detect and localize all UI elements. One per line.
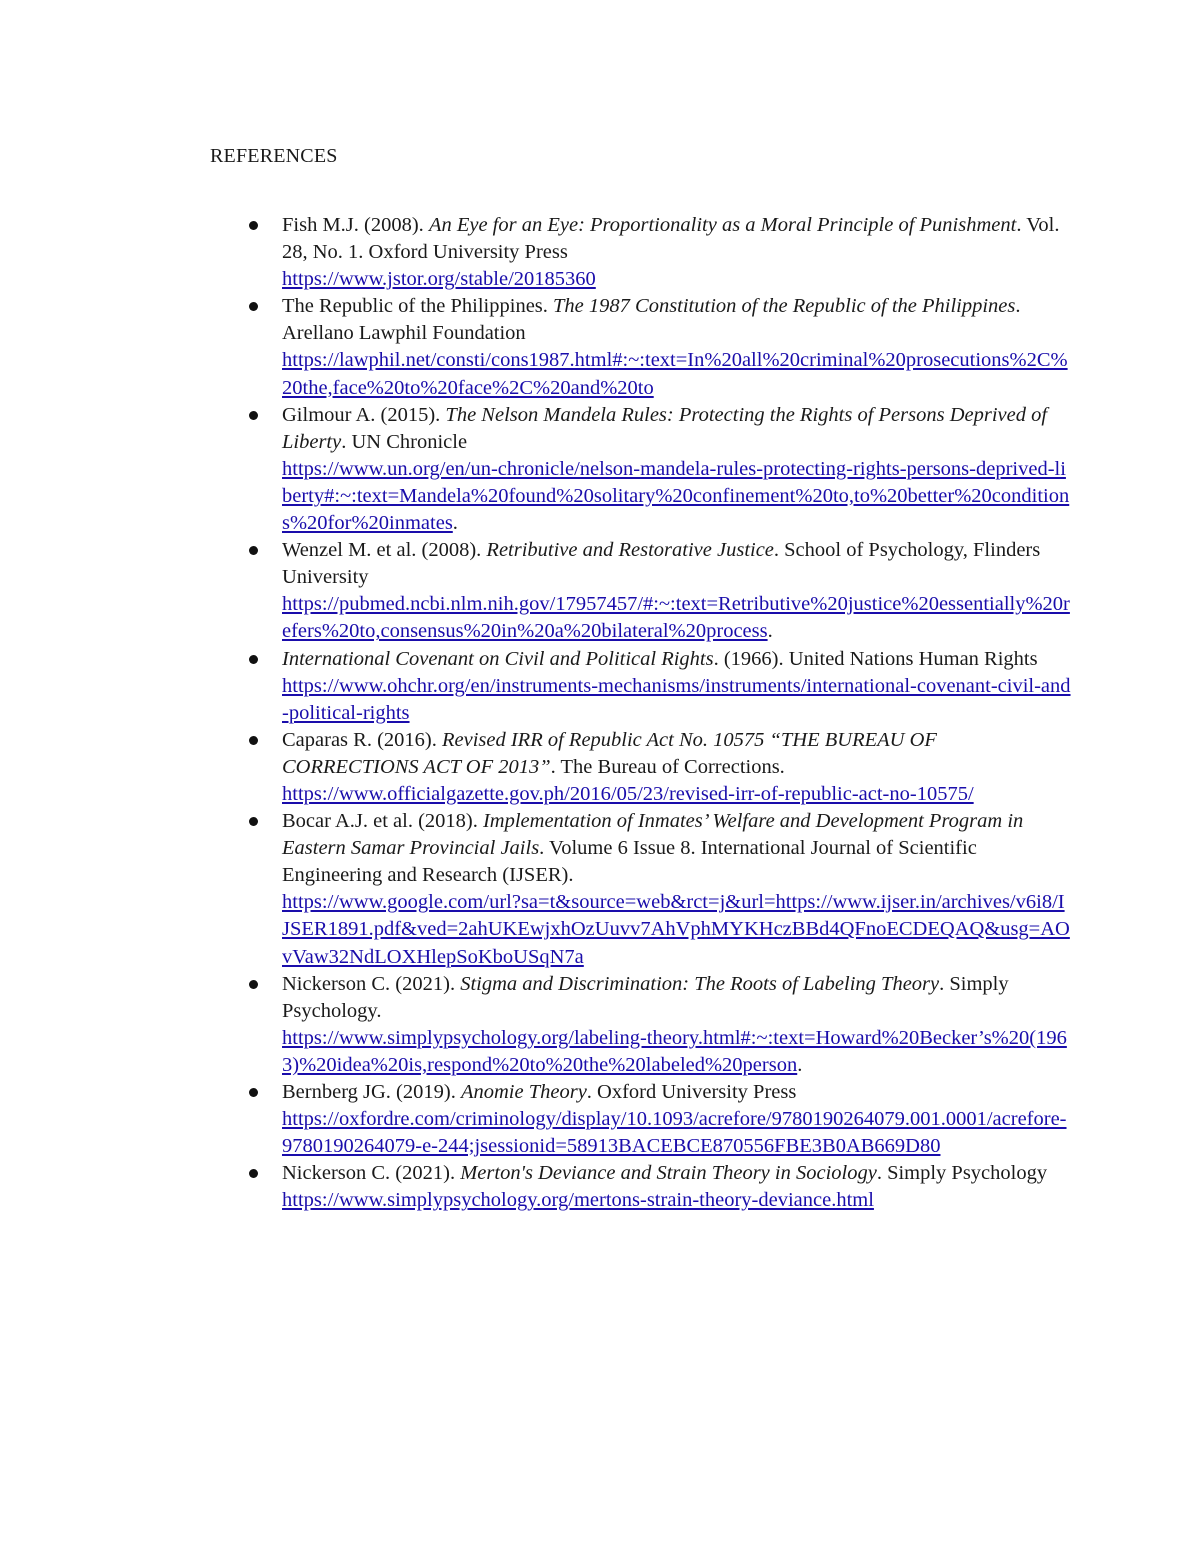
reference-link[interactable]: https://www.ohchr.org/en/instruments-mechanisms/instruments/international-covenant-civil-and-political-rights (282, 674, 1071, 724)
reference-link[interactable]: https://pubmed.ncbi.nlm.nih.gov/17957457/#:~:text=Retributive%20justice%20essentially%20refers%20to,consensus%20in%20a%20bilateral%20process (282, 593, 1070, 643)
bullet-icon (249, 1169, 258, 1178)
reference-link[interactable]: https://www.jstor.org/stable/20185360 (282, 268, 596, 291)
bullet-icon (249, 1088, 258, 1097)
reference-source: . Simply Psychology. (282, 972, 1009, 1022)
reference-title: The 1987 Constitution of the Republic of the Philippines (553, 295, 1016, 318)
reference-title: Retributive and Restorative Justice (486, 539, 774, 562)
reference-title: An Eye for an Eye: Proportionality as a Moral Principle of Punishment (428, 214, 1017, 236)
reference-item (282, 212, 1072, 293)
bullet-icon (249, 546, 258, 555)
reference-authors: The Republic of the Philippines. (282, 295, 554, 318)
reference-link-suffix: . (797, 1053, 803, 1076)
bullet-icon (249, 655, 258, 664)
reference-source: . Simply Psychology (876, 1162, 1048, 1185)
reference-item (282, 808, 1072, 971)
reference-authors: Gilmour A. (2015). (282, 403, 446, 426)
reference-title: Stigma and Discrimination: The Roots of Labeling Theory (460, 972, 940, 995)
reference-source: . Volume 6 Issue 8. International Journal of Scientific Engineering and Research (IJSER). (282, 837, 977, 887)
bullet-icon (249, 817, 258, 826)
reference-source: . UN Chronicle (341, 430, 468, 453)
reference-source: . Vol. 28, No. 1. Oxford University Press (282, 214, 1060, 264)
reference-link[interactable]: https://www.simplypsychology.org/mertons-strain-theory-deviance.html (282, 1189, 874, 1212)
reference-authors: Nickerson C. (2021). (282, 972, 461, 995)
reference-authors: Wenzel M. et al. (2008). (282, 539, 487, 562)
reference-link-suffix: . (767, 620, 773, 643)
reference-link[interactable]: https://www.simplypsychology.org/labeling-theory.html#:~:text=Howard%20Becker’s%20(1963)%20idea%20is,respond%20to%20the%20labeled%20person (282, 1026, 1067, 1076)
reference-title: International Covenant on Civil and Political Rights (282, 647, 714, 670)
reference-link[interactable]: https://www.google.com/url?sa=t&source=web&rct=j&url=https://www.ijser.in/archives/v6i8/IJSER1891.pdf&ved=2ahUKEwjxhOzUuvv7AhVphMYKHczBBd4QFnoECDEQAQ&usg=AOvVaw32NdLOXHlepSoKboUSqN7a (282, 891, 1070, 968)
reference-link[interactable]: https://lawphil.net/consti/cons1987.html#:~:text=In%20all%20criminal%20prosecutions%2C%20the,face%20to%20face%2C%20and%20to (282, 349, 1068, 399)
reference-source: . (1966). United Nations Human Rights (713, 647, 1038, 670)
reference-item (282, 537, 1072, 645)
bullet-icon (249, 302, 258, 311)
reference-authors: Fish M.J. (2008). (282, 214, 429, 236)
references-heading: REFERENCES (210, 145, 338, 167)
reference-link[interactable]: https://oxfordre.com/criminology/display/10.1093/acrefore/9780190264079.001.0001/acrefore-9780190264079-e-244;jsessionid=58913BACEBCE870556FBE3B0AB669D80 (282, 1108, 1067, 1158)
reference-title: Merton's Deviance and Strain Theory in Sociology (460, 1162, 877, 1185)
reference-authors: Caparas R. (2016). (282, 728, 442, 751)
reference-item (282, 727, 1072, 808)
reference-link[interactable]: https://www.un.org/en/un-chronicle/nelson-mandela-rules-protecting-rights-persons-deprived-liberty#:~:text=Mandela%20found%20solitary%20confinement%20to,to%20better%20conditions%20for%20inmates (282, 457, 1070, 535)
bullet-icon (249, 736, 258, 745)
reference-item (282, 1079, 1072, 1160)
reference-source: . Oxford University Press (586, 1081, 797, 1103)
reference-source: . School of Psychology, Flinders University (282, 539, 1041, 589)
reference-title: The Nelson Mandela Rules: Protecting the Rights of Persons Deprived of Liberty (282, 403, 1048, 453)
bullet-icon (249, 411, 258, 420)
reference-item (282, 646, 1072, 727)
reference-item (282, 293, 1072, 401)
reference-authors: Nickerson C. (2021). (282, 1162, 461, 1185)
reference-title: Anomie Theory (460, 1081, 587, 1103)
reference-title: Revised IRR of Republic Act No. 10575 “THE BUREAU OF CORRECTIONS ACT OF 2013” (282, 728, 937, 778)
reference-item (282, 402, 1072, 537)
reference-source: . The Bureau of Corrections. (550, 755, 785, 778)
reference-link[interactable]: https://www.officialgazette.gov.ph/2016/05/23/revised-irr-of-republic-act-no-10575/ (282, 782, 974, 805)
reference-item (282, 1160, 1072, 1214)
bullet-icon (249, 980, 258, 989)
reference-link-suffix: . (452, 512, 458, 535)
reference-source: . Arellano Lawphil Foundation (282, 295, 1021, 345)
reference-item (282, 971, 1072, 1079)
bullet-icon (249, 221, 258, 230)
reference-authors: Bernberg JG. (2019). (282, 1081, 461, 1103)
reference-title: Implementation of Inmates’ Welfare and Development Program in Eastern Samar Provincial Jails (282, 810, 1024, 860)
reference-list (282, 212, 1072, 1214)
reference-authors: Bocar A.J. et al. (2018). (282, 810, 483, 833)
